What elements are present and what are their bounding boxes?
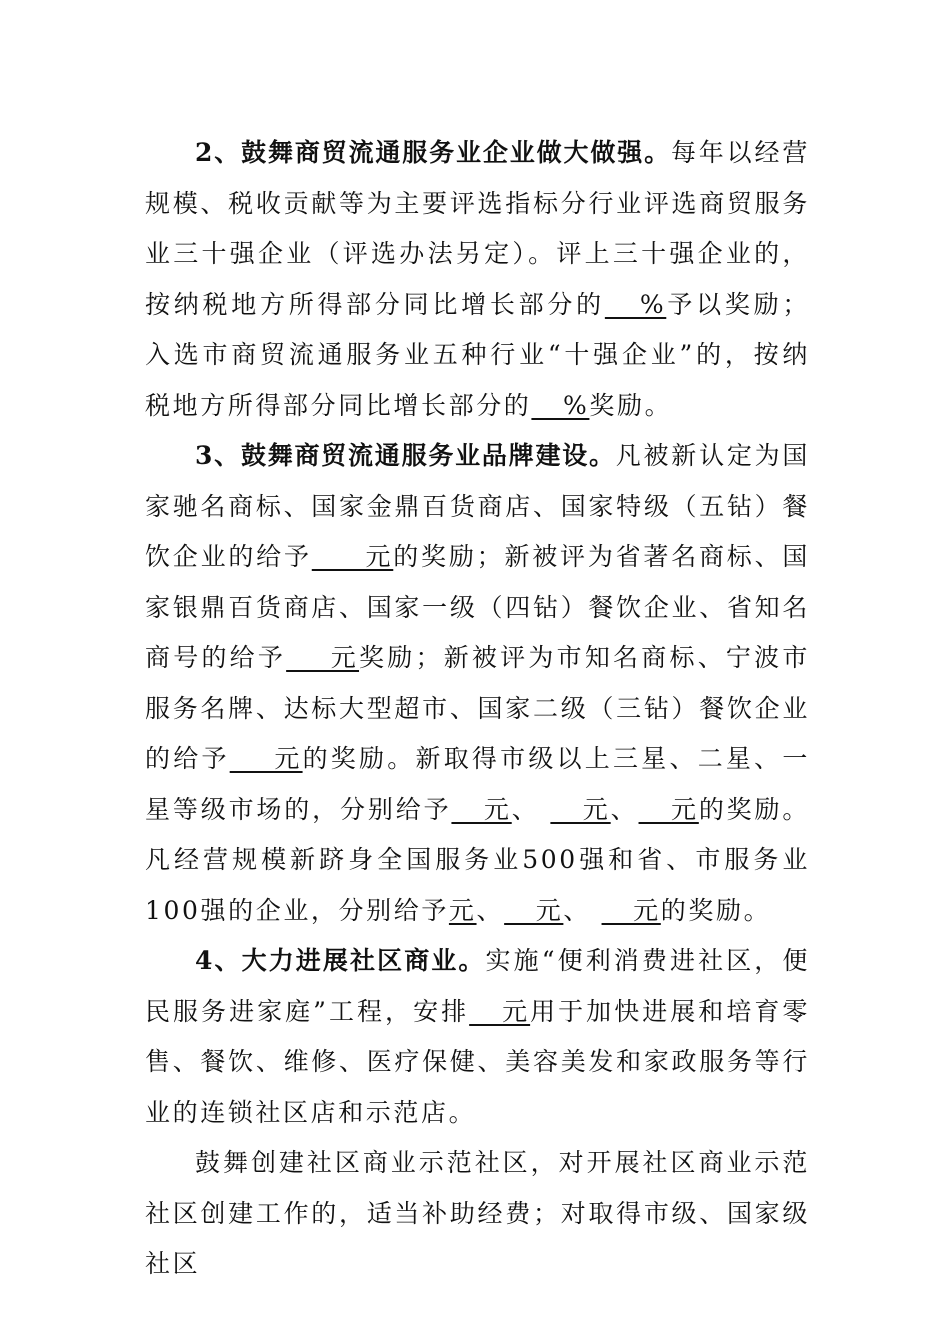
paragraph-text: 用于加快进展和培育零售、餐饮、维修、医疗保健、美容美发和家政服务等行业的连锁社区店和示范店。 — [145, 996, 810, 1127]
paragraph-3 — [145, 936, 810, 1138]
fill-in-blank: 元 — [229, 744, 303, 773]
fill-in-blank: 元 — [311, 542, 394, 571]
paragraph-text: 的奖励；新被评为省著名商标、国家银鼎百货商店、国家一级（四钻）餐饮企业、省知名商号的给予 — [145, 542, 810, 672]
fill-in-blank: 元 — [504, 895, 564, 925]
paragraph-text: 的奖励。新取得市级以上三星、二星、一星等级市场的，分别给予 — [145, 744, 810, 824]
fill-in-blank: % — [604, 289, 667, 319]
paragraph-text: 鼓舞创建社区商业示范社区，对开展社区商业示范社区创建工作的，适当补助经费；对取得市级、国家级社区 — [145, 1148, 810, 1278]
document-body — [145, 128, 810, 1290]
paragraph-2 — [145, 431, 810, 936]
fill-in-blank: 元 — [550, 794, 611, 824]
fill-in-blank: 元 — [601, 895, 661, 925]
fill-in-blank: 元 — [638, 794, 699, 824]
paragraph-4 — [145, 1138, 810, 1290]
paragraph-text: 的奖励。 — [660, 895, 772, 925]
fill-in-blank: 元 — [451, 794, 512, 824]
paragraph-text: 、 — [563, 895, 602, 925]
paragraph-text: 实施“便利消费进社区，便民服务进家庭”工程，安排 — [145, 946, 811, 1026]
fill-in-blank: 元 — [469, 996, 531, 1026]
fill-in-blank: 元 — [286, 643, 360, 672]
paragraph-heading: 3、鼓舞商贸流通服务业品牌建设。 — [195, 441, 616, 470]
paragraph-text: 每年以经营规模、税收贡献等为主要评选指标分行业评选商贸服务业三十强企业（评选办法另定）。评上三十强企业的，按纳税地方所得部分同比增长部分的 — [145, 138, 810, 319]
paragraph-heading: 2、鼓舞商贸流通服务业企业做大做强。 — [195, 138, 671, 167]
paragraph-text: 奖励；新被评为市知名商标、宁波市服务名牌、达标大型超市、国家二级（三钻）餐饮企业的给予 — [145, 643, 810, 773]
paragraph-text: 、 — [610, 794, 639, 824]
paragraph-text: 、 — [476, 895, 505, 925]
paragraph-text: 予以奖励；入选市商贸流通服务业五种行业“十强企业”的，按纳税地方所得部分同比增长部分的 — [145, 289, 810, 420]
paragraph-1 — [145, 128, 810, 431]
paragraph-text: 凡被新认定为国家驰名商标、国家金鼎百货商店、国家特级（五钻）餐饮企业的给予 — [145, 441, 811, 571]
paragraph-text: 的奖励。凡经营规模新跻身全国服务业500强和省、市服务业100强的企业，分别给予 — [145, 794, 810, 925]
paragraph-text: 、 — [511, 794, 551, 824]
paragraph-text: 奖励。 — [589, 390, 673, 420]
paragraph-heading: 4、大力进展社区商业。 — [195, 946, 486, 975]
fill-in-blank: 元 — [448, 895, 477, 925]
fill-in-blank: % — [531, 390, 590, 420]
